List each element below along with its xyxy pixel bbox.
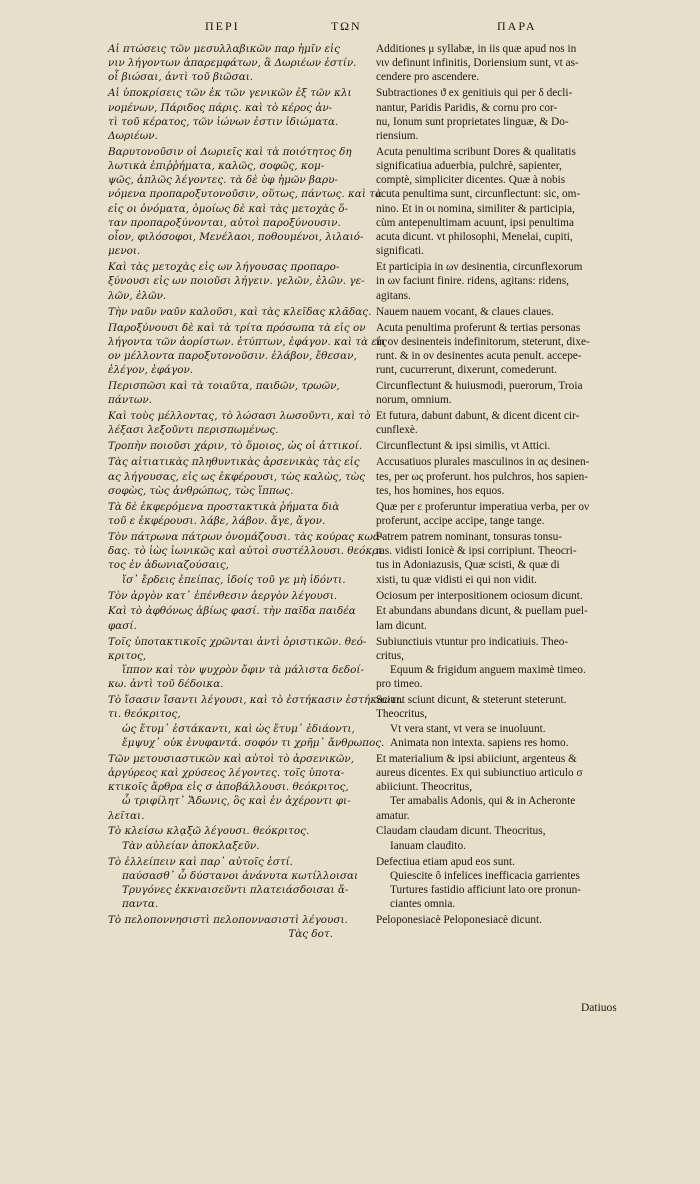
text-line: λήγοντα τῶν ἀορίστων. ἐτύπτων, ἐφάγον. καὶ τὰ εἰς: [108, 335, 387, 348]
text-line: Et participia in ων desinentia, circunflexorum: [376, 261, 583, 274]
text-line: Sciunt sciunt dicunt, & steterunt steterunt.: [376, 694, 567, 707]
text-line: εἰς οι ὀνόματα, ὁμοίως δὲ καὶ τὰς μετοχὰς ὅ-: [108, 202, 349, 215]
text-line: Animata non intexta. sapiens res homo.: [390, 736, 569, 749]
text-line: λέξασι λεξοῦντι περισπωμένως.: [108, 424, 279, 437]
text-line: τὶ τοῦ κέρατος, τῶν ἰώνων ἐστιν ἰδιώματα.: [108, 115, 339, 128]
text-line: νιν definunt infinitis, Doriensium sunt, vt as-: [376, 57, 579, 70]
catchword: Datiuos: [581, 1002, 617, 1014]
text-line: cunflexè.: [376, 424, 418, 437]
text-line: lam dicunt.: [376, 619, 427, 632]
running-head-center: ΤΩΝ: [331, 19, 362, 33]
text-line: ciantes omnia.: [390, 898, 456, 911]
text-line: Ociosum per interpositionem ociosum dicunt.: [376, 589, 583, 602]
text-line: τι. θεόκριτος,: [108, 708, 181, 721]
text-line: Quiescite ô infelices inefficacia garrientes: [390, 869, 580, 882]
text-line: παντα.: [122, 898, 159, 911]
text-line: nu, Ionum sunt proprietates linguæ, & Do-: [376, 115, 569, 128]
text-line: λεῖται.: [108, 809, 145, 822]
running-head-left: ΠΕΡΙ: [205, 19, 240, 33]
text-line: κω. ἀντὶ τοῦ δέδοικα.: [108, 678, 224, 691]
text-line: ὦ τριφίλητ᾽ Ἄδωνις, ὃς καὶ ἐν ἀχέροντι φι-: [122, 795, 351, 808]
text-line: Equum & frigidum anguem maximè timeo.: [390, 664, 586, 677]
text-line: Et futura, dabunt dabunt, & dicent dicent cir-: [376, 410, 580, 423]
text-line: comptè, simpliciter dicentes. Quæ à nobis: [376, 174, 566, 187]
text-line: Circunflectunt & ipsi similis, vt Attici.: [376, 440, 551, 453]
text-line: τος ἐν ἀδωνιαζούσαις,: [108, 559, 229, 572]
text-line: Τὰ δὲ ἐκφερόμενα προστακτικὰ ῥήματα διὰ: [108, 500, 340, 513]
text-line: μενοι.: [108, 245, 141, 258]
text-line: Βαρυτονοῦσιν οἱ Δωριεῖς καὶ τὰ ποιότητος δη: [108, 145, 352, 158]
text-line: ἔμψυχ᾽ οὐκ ἐνυφαντά. σοφόν τι χρῆμ᾽ ἄνθρωπος.: [122, 736, 385, 749]
text-line: Καὶ τοὺς μέλλοντας, τὸ λώσασι λωσοῦντι, καὶ τὸ: [108, 410, 371, 423]
text-line: Ianuam claudito.: [390, 839, 466, 852]
text-line: xisti, tu quæ vidisti ei qui non vidit.: [376, 573, 537, 586]
text-line: amatur.: [376, 809, 410, 822]
text-line: ras. vidisti Ionicè & ipsi corripiunt. Theocri-: [376, 545, 577, 558]
text-line: cendere pro ascendere.: [376, 71, 480, 84]
text-line: riensium.: [376, 129, 419, 142]
text-line: φασί.: [108, 619, 137, 632]
text-line: Περισπῶσι καὶ τὰ τοιαῦτα, παιδῶν, τρωῶν,: [108, 380, 340, 393]
text-line: Τροπὴν ποιοῦσι χάριν, τὸ ὅμοιος, ὡς οἱ ἀττικοί.: [108, 440, 363, 453]
text-line: Τὸ κλείσω κλᾳξῶ λέγουσι. θεόκριτος.: [108, 825, 310, 838]
text-line: Subiunctiuis vtuntur pro indicatiuis. Theo-: [376, 635, 569, 648]
text-line: cùm antepenultimam acuunt, ipsi penultima: [376, 216, 574, 229]
text-line: Ter amabalis Adonis, qui & in Acheronte: [390, 795, 576, 808]
text-line: Τὸν πάτρωνα πάτρων ὀνομάζουσι. τὰς κούρας κωά-: [108, 530, 384, 543]
text-line: Defectiua etiam apud eos sunt.: [376, 855, 515, 868]
text-line: agitans.: [376, 289, 411, 302]
text-line: Quæ per ε proferuntur imperatiua verba, per ον: [376, 500, 590, 513]
text-line: πάντων.: [108, 394, 153, 407]
text-line: Et abundans abundans dicunt, & puellam puel-: [376, 605, 588, 618]
text-line: abiiciunt. Theocritus,: [376, 781, 473, 794]
text-line: ἐλέγον, ἐφάγον.: [108, 364, 194, 377]
text-line: significatiua aduerbia, pulchrè, sapienter,: [376, 160, 562, 173]
text-line: significati.: [376, 245, 425, 258]
text-line: Τῶν μετουσιαστικῶν καὶ αὐτοὶ τὸ ἀρσενικῶν,: [108, 752, 354, 765]
text-line: ας λήγουσας, εἰς ως ἐκφέρουσι, τὼς καλὼς, τὼς: [108, 470, 366, 483]
text-line: Αἱ ὑποκρίσεις τῶν ἐκ τῶν γενικῶν ἐξ τῶν κλι: [108, 87, 352, 100]
text-line: Subtractiones ϑ ex genitiuis qui per δ decli-: [376, 87, 573, 100]
text-line: critus,: [376, 649, 404, 662]
text-line: τοῦ ε ἐκφέρουσι. λάβε, λάβον. ἄγε, ἄγον.: [108, 514, 326, 527]
text-line: λωτικὰ ἐπιῤῥήματα, καλῶς, σοφῶς, κομ-: [108, 160, 325, 173]
text-line: acuta dicunt. vt philosophi, Menelai, cupiti,: [376, 231, 573, 244]
text-line: Δωριέων.: [108, 129, 158, 142]
text-line: tus in Adoniazusis, Quæ scisti, & quæ di: [376, 559, 560, 572]
text-line: δας. τὸ ἰὼς ἰωνικῶς καὶ αὐτοὶ συστέλλουσι. θεόκρι: [108, 545, 383, 558]
text-line: κτικοῖς ἄρθρα εἰς σ ἀποβάλλουσι. θεόκριτος,: [108, 781, 349, 794]
text-line: Τρυγόνες ἐκκναισεῦντι πλατειάσδοισαι ἅ-: [122, 884, 349, 897]
text-line: Patrem patrem nominant, tonsuras tonsu-: [376, 530, 563, 543]
text-line: runt, cucurrerunt, dixerunt, comederunt.: [376, 364, 557, 377]
text-line: Τὸ πελοποννησιστὶ πελοποννασιστὶ λέγουσι.: [108, 914, 348, 927]
text-line: norum, omnium.: [376, 394, 452, 407]
text-line: ἵππον καὶ τὸν ψυχρὸν ὄφιν τὰ μάλιστα δεδοί-: [122, 664, 364, 677]
text-line: Τὸ ἐλλείπειν καὶ παρ᾽ αὐτοῖς ἐστί.: [108, 855, 293, 868]
running-head-right: ΠΑΡΑ: [497, 19, 537, 33]
text-line: Τὰν αὐλείαν ἀποκλαξεῦν.: [122, 839, 260, 852]
text-line: Παροξύνουσι δὲ καὶ τὰ τρίτα πρόσωπα τὰ εἰς ον: [108, 321, 366, 334]
text-line: ον μέλλοντα παροξυτονοῦσιν. ἐλάβον, ἔθεσαν,: [108, 349, 357, 362]
text-line: tes, hos homines, hos equos.: [376, 484, 505, 497]
text-line: ταν προπαροξύνονται, αὐτοὶ παροξύνουσιν.: [108, 216, 341, 229]
text-line: pro timeo.: [376, 678, 423, 691]
text-line: ἀργύρεος καὶ χρύσεος λέγοντες. τοῖς ὑποτα-: [108, 766, 345, 779]
text-line: runt. & in ον desinentes acuta penult. accepe-: [376, 349, 582, 362]
text-line: νιν λήγοντων ἀπαρεμφάτων, ἃ Δωριέων ἐστίν.: [108, 57, 357, 70]
latin-text-column: [376, 42, 640, 927]
text-line: tes, per ως proferunt. hos pulchros, hos sapien-: [376, 470, 589, 483]
text-line: Καὶ τὰς μετοχὰς εἰς ων λήγουσας προπαρο-: [108, 261, 340, 274]
text-line: Τοῖς ὑποτακτικοῖς χρῶνται ἀντὶ ὁριστικῶν. θεό-: [108, 635, 367, 648]
text-line: Circunflectunt & huiusmodi, puerorum, Troia: [376, 380, 583, 393]
text-line: ἴσ᾽ ἔρδεις ἐπείπας, ἰδοίς τοῦ γε μὴ ἰδόντι.: [122, 573, 346, 586]
text-line: νόμενα προπαροξυτονοῦσιν, οὕτως, πάντως. καὶ τὰ: [108, 188, 382, 201]
text-line: Peloponesiacè Peloponesiacè dicunt.: [376, 914, 542, 927]
text-line: οἷ βιώσαι, ἀντὶ τοῦ βιῶσαι.: [108, 71, 254, 84]
text-line: Claudam claudam dicunt. Theocritus,: [376, 825, 546, 838]
text-line: nino. Et in οι nomina, similiter & participia,: [376, 202, 575, 215]
text-line: proferunt, accipe accipe, tange tange.: [376, 514, 545, 527]
text-line: in ων faciunt finire. ridens, agitans: ridens,: [376, 275, 569, 288]
text-line: σοφὼς, τὼς ἀνθρώπως, τὼς ἵππως.: [108, 484, 294, 497]
text-line: Τὸν ἀργὸν κατ᾽ ἐπένθεσιν ἀεργὸν λέγουσι.: [108, 589, 338, 602]
text-line: Acuta penultima scribunt Dores & qualitatis: [376, 145, 576, 158]
text-line: λῶν, ἐλῶν.: [108, 289, 167, 302]
text-line: νομένων, Πάριδος πάρις. καὶ τὸ κέρος ἀν-: [108, 101, 333, 114]
text-line: οἷον, φιλόσοφοι, Μενέλαοι, ποθουμένοι, λιλαιό-: [108, 231, 364, 244]
text-line: Theocritus,: [376, 708, 428, 721]
text-line: nantur, Paridis Paridis, & cornu pro cor-: [376, 101, 558, 114]
text-line: ψῶς, ἁπλῶς λέγοντες. τὰ δὲ ὑφ ἡμῶν βαρυ-: [108, 174, 338, 187]
text-line: Αἱ πτώσεις τῶν μεσυλλαβικῶν παρ ἡμῖν εἰς: [108, 43, 340, 55]
text-line: Nauem nauem vocant, & claues claues.: [376, 305, 554, 318]
text-line: Τὸ ἴσασιν ἴσαντι λέγουσι, καὶ τὸ ἑστήκασιν ἑστήκαντι.: [108, 694, 404, 707]
text-line: Τὰς αἰτιατικὰς πληθυντικὰς ἀρσενικὰς τὰς εἰς: [108, 456, 360, 469]
text-line: Accusatiuos plurales masculinos in ας desinen-: [376, 456, 590, 469]
text-line: Additiones μ syllabæ, in iis quæ apud nos in: [376, 43, 577, 55]
text-line: Acuta penultima proferunt & tertias personas: [376, 321, 581, 334]
text-line: ξύνουσι εἰς ων ποιοῦσι λήγειν. γελῶν, ἐλῶν. γε-: [108, 275, 365, 288]
text-line: κριτος,: [108, 649, 147, 662]
text-line: Καὶ τὸ ἀφθόνως ἀβίως φασί. τὴν παῖδα παιδέα: [108, 605, 356, 618]
text-line: Τὴν ναῦν ναῦν καλοῦσι, καὶ τὰς κλεῖδας κλᾶδας.: [108, 305, 372, 318]
text-line: Et materialium & ipsi abiiciunt, argenteus &: [376, 752, 577, 765]
text-line: παύσασθ᾽ ὦ δύστανοι ἀνάνυτα κωτίλλοισαι: [122, 869, 359, 882]
text-line: aureus dicentes. Ex qui subiunctiuo articulo σ: [376, 766, 583, 779]
text-line: ὡς ἔτυμ᾽ ἑστάκαντι, καὶ ὡς ἔτυμ᾽ ἐδιάοντι,: [122, 722, 355, 735]
text-line: Vt vera stant, vt vera se inuoluunt.: [390, 722, 546, 735]
text-line: acuta penultima sunt, circunflectunt: sic, om-: [376, 188, 581, 201]
text-line: Turtures fastidio afficiunt lato ore pronun-: [390, 884, 582, 897]
text-line: in ον desinenteis indefinitorum, steterunt, dixe-: [376, 335, 590, 348]
text-line: Τὰς δοτ.: [288, 928, 333, 941]
